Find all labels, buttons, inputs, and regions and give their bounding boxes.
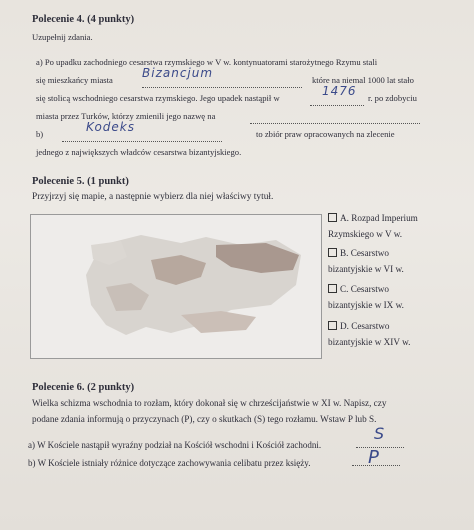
option-b[interactable] — [328, 245, 404, 277]
task4-line-a4: miasta przez Turków, którzy zmienili jego nazwę na — [36, 111, 216, 121]
answer-a-line — [356, 447, 404, 448]
option-a-line2: Rzymskiego w V w. — [328, 229, 403, 239]
task4-line-a3-start: się stolicą wschodniego cesarstwa rzymskiego. Jego upadek nastąpił w — [36, 93, 280, 103]
task4-line-b-start: b) — [36, 129, 44, 139]
option-b-line1: B. Cesarstwo — [340, 248, 389, 258]
option-c[interactable] — [328, 281, 404, 313]
task4-line-b2: jednego z największych władców cesarstwa bizantyjskiego. — [36, 147, 242, 157]
task6-line2: podane zdania informują o przyczynach (P), czy o skutkach (S) tego rozłamu. Wstaw P lub S. — [32, 414, 377, 424]
task4-line-a3-end: r. po zdobyciu — [368, 93, 417, 103]
option-d-line2: bizantyjskie w XIV w. — [328, 337, 411, 347]
answer-name-line — [250, 113, 420, 124]
task6-item-a: a) W Kościele nastąpił wyraźny podział na Kościół wschodni i Kościół zachodni. — [28, 440, 322, 450]
task6-item-b: b) W Kościele istniały różnice dotyczące zachowywania celibatu przez księży. — [28, 458, 311, 468]
map-graphic — [31, 215, 321, 358]
task4-heading: Polecenie 4. (4 punkty) — [32, 14, 135, 25]
task5-heading: Polecenie 5. (1 punkt) — [32, 176, 129, 187]
checkbox-d[interactable] — [328, 321, 337, 330]
option-a[interactable] — [328, 210, 418, 242]
task6-line1: Wielka schizma wschodnia to rozłam, który dokonał się w chrześcijaństwie w XI w. Napisz, czy — [32, 398, 387, 408]
option-c-line2: bizantyjskie w IX w. — [328, 300, 404, 310]
answer-b2: P — [368, 447, 380, 468]
task4-line-b-end: to zbiór praw opracowanych na zlecenie — [256, 129, 395, 139]
checkbox-c[interactable] — [328, 284, 337, 293]
task4-line-a2-end: które na niemal 1000 lat stało — [312, 75, 414, 85]
option-c-line1: C. Cesarstwo — [340, 284, 389, 294]
answer-year: 1476 — [322, 84, 357, 98]
empire-map — [30, 214, 322, 359]
task4-instruction: Uzupełnij zdania. — [32, 32, 93, 42]
option-d-line1: D. Cesarstwo — [340, 321, 390, 331]
checkbox-b[interactable] — [328, 248, 337, 257]
task5-instruction: Przyjrzyj się mapie, a następnie wybierz dla niej właściwy tytuł. — [32, 192, 274, 202]
option-b-line2: bizantyjskie w VI w. — [328, 264, 404, 274]
option-a-line1: A. Rozpad Imperium — [340, 213, 418, 223]
checkbox-a[interactable] — [328, 213, 337, 222]
task4-line-a1: a) Po upadku zachodniego cesarstwa rzymskiego w V w. kontynuatorami starożytnego Rzymu stali — [36, 57, 378, 67]
option-d[interactable] — [328, 318, 410, 350]
task6-heading: Polecenie 6. (2 punkty) — [32, 382, 135, 393]
task4-line-a2-start: się mieszkańcy miasta — [36, 75, 113, 85]
answer-b: Kodeks — [86, 120, 135, 134]
answer-a: S — [374, 424, 386, 443]
answer-city: Bizancjum — [142, 66, 214, 80]
